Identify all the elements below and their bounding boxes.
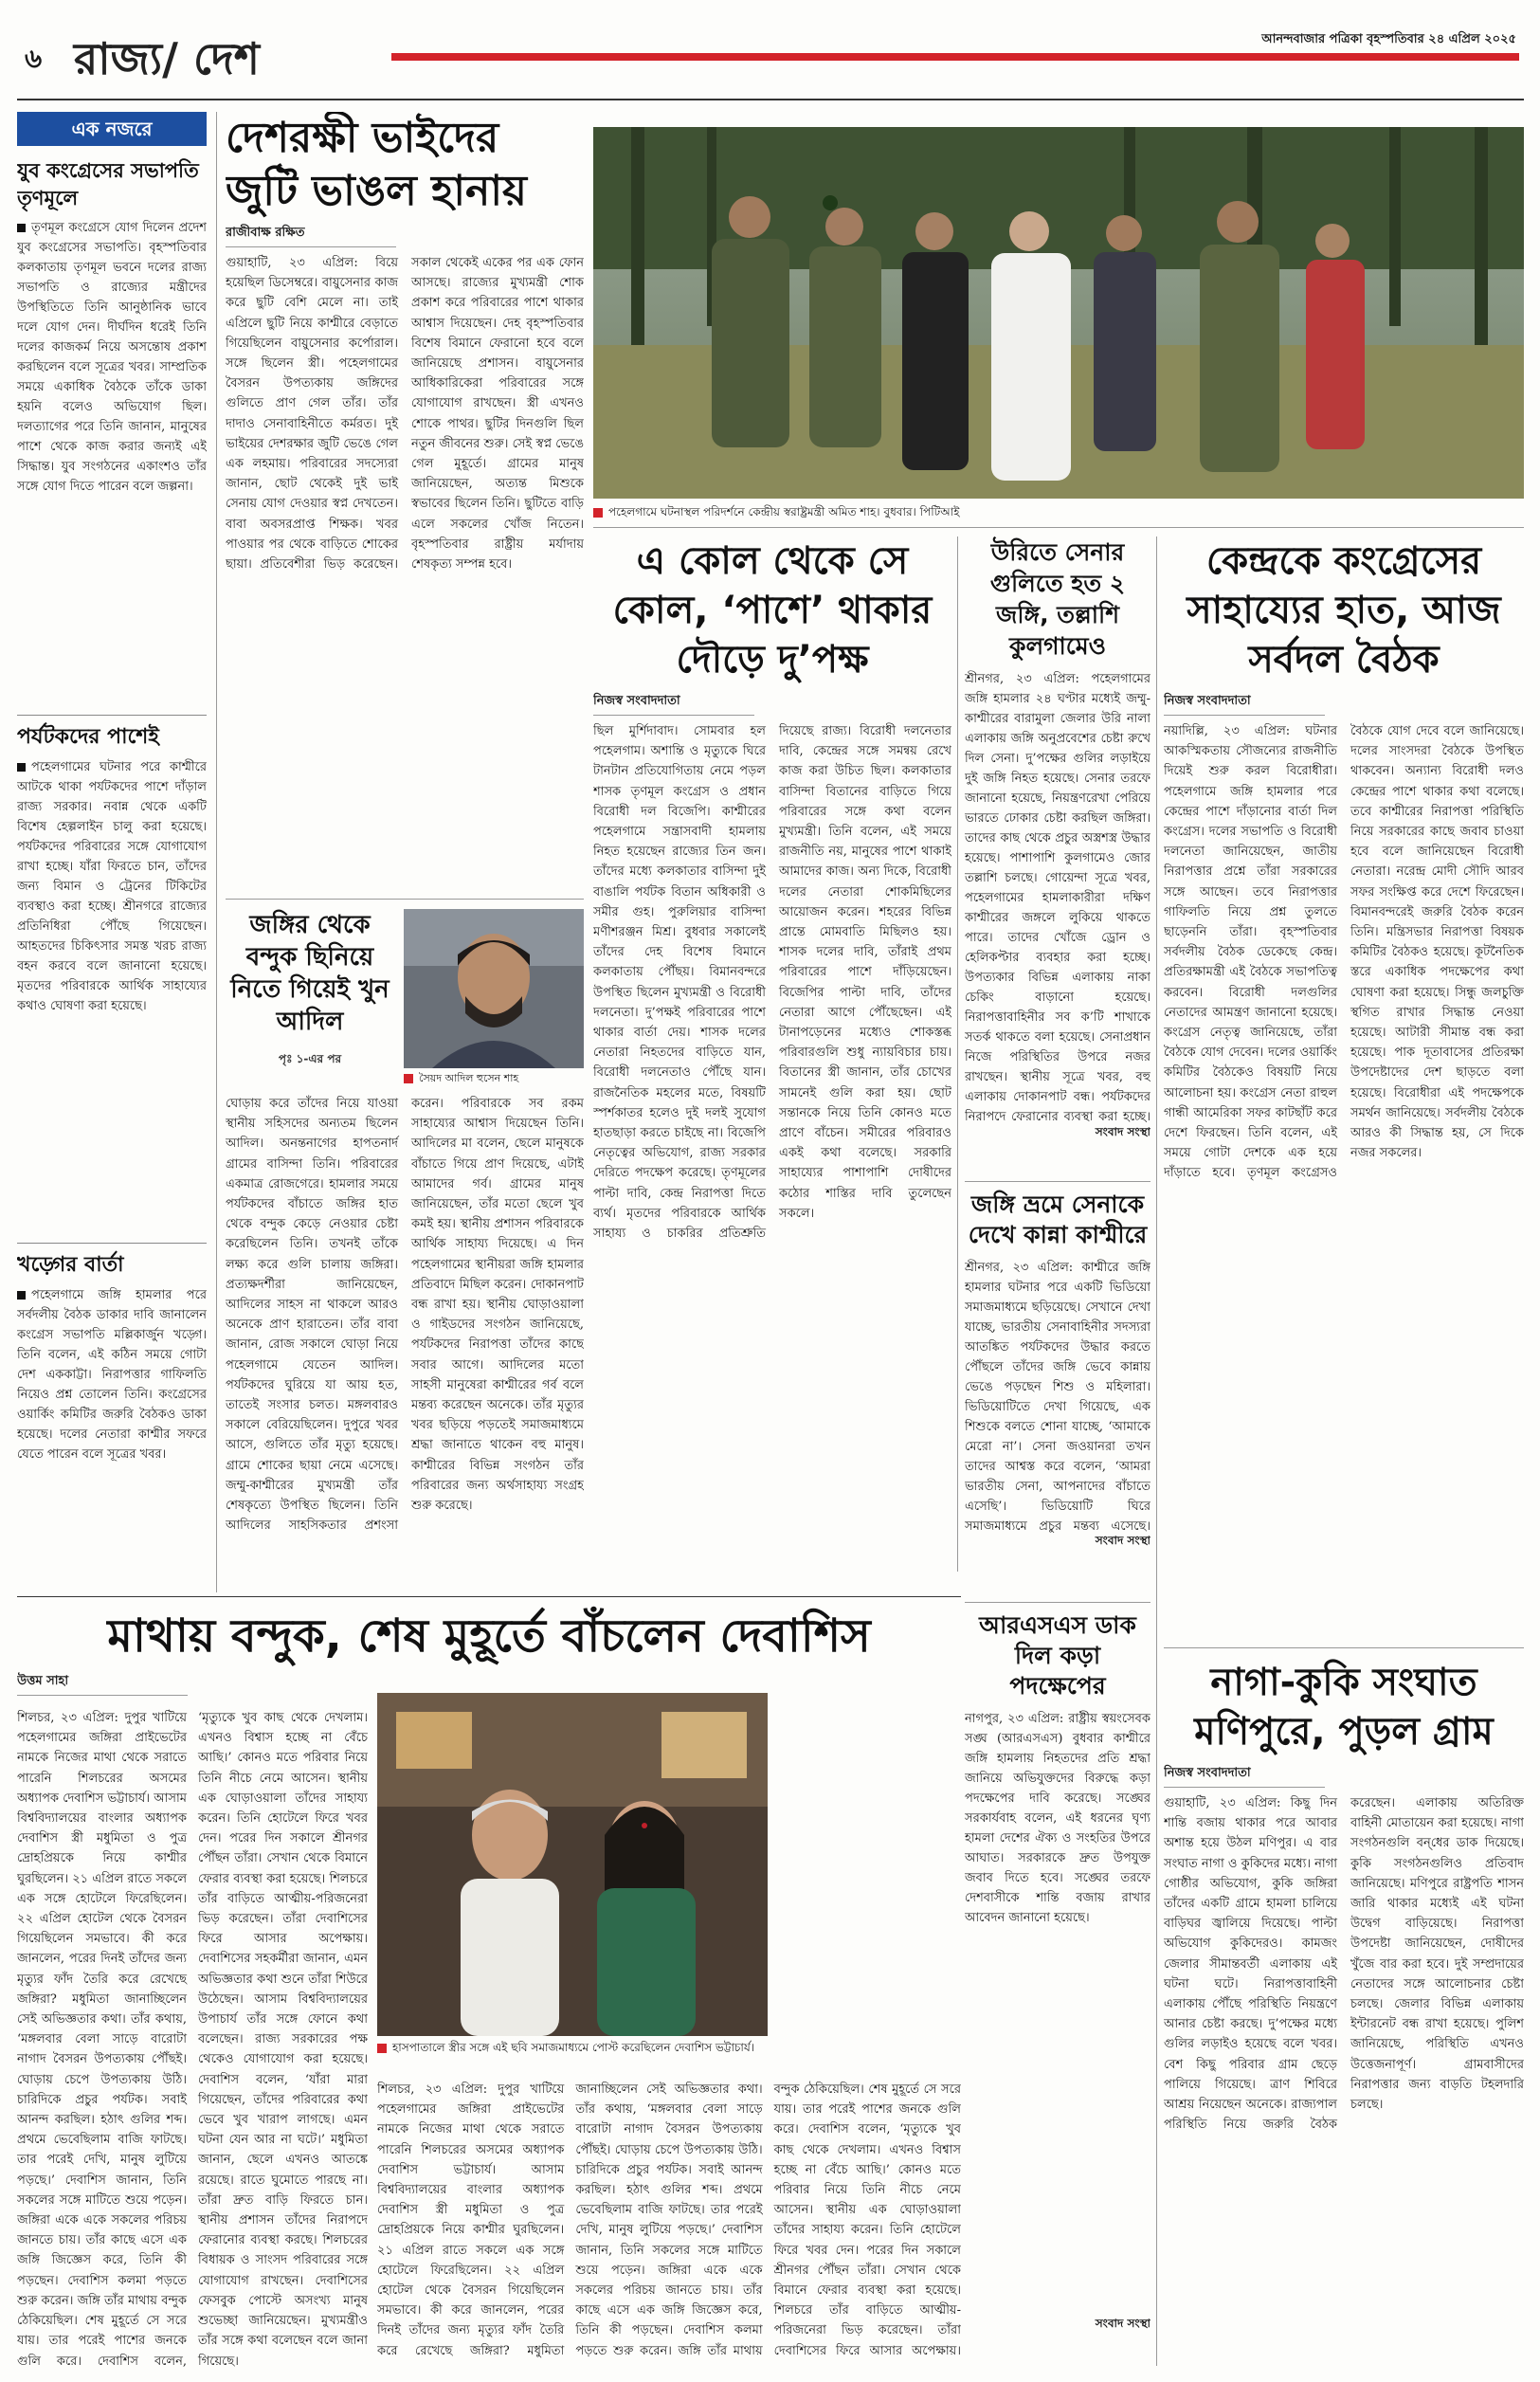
manipur-text: গুয়াহাটি, ২৩ এপ্রিল: কিছু দিন শান্তি বজায় থাকার পরে আবার অশান্ত হয়ে উঠল মণিপুর। এ বার সংঘাত নাগা ও কুকিদের মধ্যে। নাগা গোষ্ঠীর অভিযোগ, কুকি জঙ্গিরা তাঁদের একটি গ্রামে হামলা চালিয়ে বাড়িঘর জ্বালিয়ে দিয়েছে। পাল্টা অভিযোগ কুকিদেরও। কামজং জেলার সীমান্তবর্তী এলাকায় এই ঘটনা ঘটে। নিরাপত্তাবাহিনী এলাকায় পৌঁছে পরিস্থিতি নিয়ন্ত্রণে আনার চেষ্টা করছে। দু’পক্ষের মধ্যে গুলির লড়াইও হয়েছে বলে খবর। বেশ কিছু পরিবার গ্রাম ছেড়ে পালিয়ে গিয়েছে। ত্রাণ শিবিরে আশ্রয় নিয়েছেন অনেকে। রাজ্যপাল পরিস্থিতি নিয়ে জরুরি বৈঠক করেছেন। এলাকায় অতিরিক্ত বাহিনী মোতায়েন করা হয়েছে। নাগা সংগঠনগুলি বন্‌ধের ডাক দিয়েছে। কুকি সংগঠনগুলিও প্রতিবাদ জানিয়েছে। মণিপুরে রাষ্ট্রপতি শাসন জারি থাকার মধ্যেই এই ঘটনা উদ্বেগ বাড়িয়েছে। নিরাপত্তা উপদেষ্টা জানিয়েছেন, দোষীদের খুঁজে বার করা হবে। দুই সম্প্রদায়ের নেতাদের সঙ্গে আলোচনার চেষ্টা চলছে। জেলার বিভিন্ন এলাকায় ইন্টারনেট বন্ধ রাখা হয়েছে। পুলিশ জানিয়েছে, পরিস্থিতি এখনও উত্তেজনাপূর্ণ। গ্রামবাসীদের নিরাপত্তার জন্য বাড়তি টহলদারি চলছে। — [1164, 1796, 1524, 2133]
centre-text: নয়াদিল্লি, ২৩ এপ্রিল: ঘটনার আকস্মিকতায় সৌজন্যের রাজনীতি দিয়েই শুরু করল বিরোধীরা। পহেলগামে জঙ্গি হামলার পরে কেন্দ্রের পাশে দাঁড়ানোর বার্তা দিল কংগ্রেস। দলের সভাপতি ও বিরোধী দলনেতা জানিয়েছেন, জাতীয় নিরাপত্তার প্রশ্নে তাঁরা সরকারের সঙ্গে আছেন। তবে নিরাপত্তার গাফিলতি নিয়ে প্রশ্ন তুলতে ছাড়েননি তাঁরা। বৃহস্পতিবার সর্বদলীয় বৈঠক ডেকেছে কেন্দ্র। প্রতিরক্ষামন্ত্রী এই বৈঠকে সভাপতিত্ব করবেন। বিরোধী দলগুলির নেতাদের আমন্ত্রণ জানানো হয়েছে। কংগ্রেস নেতৃত্ব জানিয়েছে, তাঁরা বৈঠকে যোগ দেবেন। দলের ওয়ার্কিং কমিটির বৈঠকেও বিষয়টি নিয়ে আলোচনা হয়। কংগ্রেস নেতা রাহুল গান্ধী আমেরিকা সফর কাটছাঁট করে দেশে ফিরছেন। তিনি বলেন, এই সময়ে গোটা দেশকে এক হয়ে দাঁড়াতে হবে। তৃণমূল কংগ্রেসও বৈঠকে যোগ দেবে বলে জানিয়েছে। দলের সাংসদরা বৈঠকে উপস্থিত থাকবেন। অন্যান্য বিরোধী দলও কেন্দ্রের পাশে থাকার কথা বলেছে। তবে কাশ্মীরের নিরাপত্তা পরিস্থিতি নিয়ে সরকারের কাছে জবাব চাওয়া হবে বলে জানিয়েছেন বিরোধী নেতারা। নরেন্দ্র মোদী সৌদি আরব সফর সংক্ষিপ্ত করে দেশে ফিরেছেন। বিমানবন্দরেই জরুরি বৈঠক করেন তিনি। মন্ত্রিসভার নিরাপত্তা বিষয়ক কমিটির বৈঠকও হয়েছে। কূটনৈতিক স্তরে একাধিক পদক্ষেপের কথা ঘোষণা করা হয়েছে। সিন্ধু জলচুক্তি স্থগিত রাখার সিদ্ধান্ত নেওয়া হয়েছে। আটারী সীমান্ত বন্ধ করা হয়েছে। পাক দূতাবাসের প্রতিরক্ষা উপদেষ্টাদের দেশ ছাড়তে বলা হয়েছে। বিরোধীরা এই পদক্ষেপকে সমর্থন জানিয়েছে। সর্বদলীয় বৈঠকে আরও কী সিদ্ধান্ত হয়, সে দিকে নজর সকলের। — [1164, 724, 1524, 1181]
caption-square-icon — [593, 508, 603, 518]
masthead — [17, 27, 1524, 95]
debashis-byline: উত্তম সাহা — [17, 1672, 188, 1696]
story-adil — [226, 899, 584, 1572]
main-photo-image — [593, 127, 1524, 499]
sidebar-divider — [216, 112, 217, 1592]
centre-byline: নিজস্ব সংবাদদাতা — [1164, 692, 1325, 716]
story-manipur — [1164, 1647, 1524, 2368]
story-rss — [965, 1602, 1150, 2366]
main-photo — [593, 127, 1524, 521]
bullet-square-icon — [17, 763, 26, 772]
paper-name-date: আনন্দবাজার পত্রিকা বৃহস্পতিবার ২৪ এপ্রিল ২০২৫ — [1261, 32, 1516, 46]
manipur-headline: নাগা-কুকি সংঘাত মণিপুরে, পুড়ল গ্রাম — [1194, 1661, 1494, 1754]
sidebar-ek-najare — [17, 112, 207, 1592]
adil-text: ঘোড়ায় করে তাঁদের নিয়ে যাওয়া স্থানীয় সহিসদের অন্যতম ছিলেন আদিল। অনন্তনাগের হাপতনার্দ গ্রামের বাসিন্দা তিনি। পরিবারের একমাত্র রোজগেরে। হামলার সময়ে পর্যটকদের বাঁচাতে জঙ্গির হাত থেকে বন্দুক কেড়ে নেওয়ার চেষ্টা করেছিলেন তিনি। তখনই তাঁকে লক্ষ্য করে গুলি চালায় জঙ্গিরা। প্রত্যক্ষদর্শীরা জানিয়েছেন, আদিলের সাহস না থাকলে আরও অনেকে প্রাণ হারাতেন। তাঁর বাবা জানান, রোজ সকালে ঘোড়া নিয়ে পহেলগামে যেতেন আদিল। পর্যটকদের ঘুরিয়ে যা আয় হত, তাতেই সংসার চলত। মঙ্গলবারও সকালে বেরিয়েছিলেন। দুপুরে খবর আসে, গুলিতে তাঁর মৃত্যু হয়েছে। গ্রামে শোকের ছায়া নেমে এসেছে। জম্মু-কাশ্মীরের মুখ্যমন্ত্রী তাঁর শেষকৃত্যে উপস্থিত ছিলেন। তিনি আদিলের সাহসিকতার প্রশংসা করেন। পরিবারকে সব রকম সাহায্যের আশ্বাস দিয়েছেন তিনি। আদিলের মা বলেন, ছেলে মানুষকে বাঁচাতে গিয়ে প্রাণ দিয়েছে, এটাই আমাদের গর্ব। গ্রামের মানুষ জানিয়েছেন, তাঁর মতো ছেলে খুব কমই হয়। স্থানীয় প্রশাসন পরিবারকে আর্থিক সাহায্য দিয়েছে। এ দিন পহেলগামের স্থানীয়রা জঙ্গি হামলার প্রতিবাদে মিছিল করেন। দোকানপাট বন্ধ রাখা হয়। স্থানীয় ঘোড়াওয়ালা ও গাইডদের সংগঠন জানিয়েছে, পর্যটকদের নিরাপত্তা তাঁদের কাছে সবার আগে। আদিলের মতো সাহসী মানুষেরা কাশ্মীরের গর্ব বলে মন্তব্য করেছেন অনেকে। তাঁর মৃত্যুর খবর ছড়িয়ে পড়তেই সমাজমাধ্যমে শ্রদ্ধা জানাতে থাকেন বহু মানুষ। কাশ্মীরের বিভিন্ন সংগঠন তাঁর পরিবারের জন্য অর্থসাহায্য সংগ্রহ শুরু করেছে। — [226, 1097, 584, 1534]
story-kashmiri — [965, 1181, 1150, 1589]
divider-kulgam-centre — [1156, 536, 1157, 2366]
lead-text: গুয়াহাটি, ২৩ এপ্রিল: বিয়ে হয়েছিল ডিসেম্বরে। বায়ুসেনার কাজ করে ছুটি বেশি মেলে না। তাই এপ্রিলে ছুটি নিয়ে কাশ্মীরে বেড়াতে গিয়েছিলেন বায়ুসেনার কর্পোরাল। সঙ্গে ছিলেন স্ত্রী। পহেলগামের বৈসরন উপত্যকায় জঙ্গিদের গুলিতে প্রাণ গেল তাঁর। তাঁর দাদাও সেনাবাহিনীতে কর্মরত। দুই ভাইয়ের দেশরক্ষার জুটি ভেঙে গেল এক লহমায়। পরিবারের সদস্যেরা জানান, ছোট থেকেই দুই ভাই সেনায় যোগ দেওয়ার স্বপ্ন দেখতেন। বাবা অবসরপ্রাপ্ত শিক্ষক। খবর পাওয়ার পর থেকে বাড়িতে শোকের ছায়া। প্রতিবেশীরা ভিড় করেছেন। সকাল থেকেই একের পর এক ফোন আসছে। রাজ্যের মুখ্যমন্ত্রী শোক প্রকাশ করে পরিবারের পাশে থাকার আশ্বাস দিয়েছেন। দেহ বৃহস্পতিবার বিশেষ বিমানে ফেরানো হবে বলে জানিয়েছে প্রশাসন। বায়ুসেনার আধিকারিকেরা পরিবারের সঙ্গে যোগাযোগ রাখছেন। স্ত্রী এখনও শোকে পাথর। ছুটির দিনগুলি ছিল নতুন জীবনের শুরু। সেই স্বপ্ন ভেঙে গেল মুহূর্তে। গ্রামের মানুষ জানিয়েছেন, অত্যন্ত মিশুকে স্বভাবের ছিলেন তিনি। ছুটিতে বাড়ি এলে সকলের খোঁজ নিতেন। বৃহস্পতিবার রাষ্ট্রীয় মর্যাদায় শেষকৃত্য সম্পন্ন হবে। — [226, 256, 584, 573]
sidebar-item3-headline: খড়্গের বার্তা — [17, 1243, 207, 1280]
debashis-photo-caption: হাসপাতালে স্ত্রীর সঙ্গে এই ছবি সমাজমাধ্যমে পোস্ট করেছিলেন দেবাশিস ভট্টাচার্য। — [377, 2040, 768, 2059]
story-centre — [1164, 536, 1524, 1636]
debashis-text-right: শিলচর, ২৩ এপ্রিল: দুপুর খাটিয়ে পহেলগামের জঙ্গিরা প্রাইভেটের নামকে নিজের মাথা থেকে সরাতে পারেনি শিলচরের অসমের অধ্যাপক দেবাশিস ভট্টাচার্য। আসাম বিশ্ববিদ্যালয়ের বাংলার অধ্যাপক দেবাশিস স্ত্রী মধুমিতা ও পুত্র দ্রোহপ্রিয়কে নিয়ে কাশ্মীর ঘুরছিলেন। ২১ এপ্রিল রাতে সকলে এক সঙ্গে হোটেলে ফিরেছিলেন। ২২ এপ্রিল হোটেল থেকে বৈসরন গিয়েছিলেন সমভাবে। কী করে জানলেন, পরের দিনই তাঁদের জন্য মৃত্যুর ফাঁদ তৈরি করে রেখেছে জঙ্গিরা? মধুমিতা জানাচ্ছিলেন সেই অভিজ্ঞতার কথা। তাঁর কথায়, ‘মঙ্গলবার বেলা সাড়ে বারোটা নাগাদ বৈসরন উপত্যকায় পৌঁছই। ঘোড়ায় চেপে উপত্যকায় উঠি। চারিদিকে প্রচুর পর্যটক। সবাই আনন্দ করছিল। হঠাৎ গুলির শব্দ। প্রথমে ভেবেছিলাম বাজি ফাটছে। তার পরেই দেখি, মানুষ লুটিয়ে পড়ছে।’ দেবাশিস জানান, তিনি সকলের সঙ্গে মাটিতে শুয়ে পড়েন। জঙ্গিরা একে একে সকলের পরিচয় জানতে চায়। তাঁর কাছে এসে এক জঙ্গি জিজ্ঞেস করে, তিনি কী পড়ছেন। দেবাশিস কলমা পড়তে শুরু করেন। জঙ্গি তাঁর মাথায় বন্দুক ঠেকিয়েছিল। শেষ মুহূর্তে সে সরে যায়। তার পরেই পাশের জনকে গুলি করে। দেবাশিস বলেন, ‘মৃত্যুকে খুব কাছ থেকে দেখলাম। এখনও বিশ্বাস হচ্ছে না বেঁচে আছি।’ কোনও মতে পরিবার নিয়ে তিনি নীচে নেমে আসেন। স্থানীয় এক ঘোড়াওয়ালা তাঁদের সাহায্য করেন। তিনি হোটেলে ফিরে খবর দেন। পরের দিন সকালে শ্রীনগর পৌঁছন তাঁরা। সেখান থেকে বিমানে ফেরার ব্যবস্থা করা হয়েছে। শিলচরে তাঁর বাড়িতে আত্মীয়-পরিজনেরা ভিড় করেছেন। তাঁরা দেবাশিসের ফিরে আসার অপেক্ষায়। — [377, 2082, 961, 2358]
adil-portrait-image — [404, 909, 584, 1068]
kashmiri-text: শ্রীনগর, ২৩ এপ্রিল: কাশ্মীরে জঙ্গি হামলার ঘটনার পরে একটি ভিডিয়ো সমাজমাধ্যমে ছড়িয়েছে। সেখানে দেখা যাচ্ছে, ভারতীয় সেনাবাহিনীর সদস্যরা আতঙ্কিত পর্যটকদের উদ্ধার করতে পৌঁছলে তাঁদের জঙ্গি ভেবে কান্নায় ভেঙে পড়ছেন শিশু ও মহিলারা। ভিডিয়োটিতে দেখা গিয়েছে, এক শিশুকে বলতে শোনা যাচ্ছে, ‘আমাকে মেরো না’। সেনা জওয়ানরা তখন তাদের আশ্বস্ত করে বলেন, ‘আমরা ভারতীয় সেনা, আপনাদের বাঁচাতে এসেছি’। ভিডিয়োটি ঘিরে সমাজমাধ্যমে প্রচুর মন্তব্য এসেছে। — [965, 1261, 1150, 1533]
kulgam-headline: উরিতে সেনার গুলিতে হত ২ জঙ্গি, তল্লাশি কুলগামেও — [989, 538, 1126, 660]
lead-byline: রাজীবাক্ষ রক্ষিত — [226, 224, 396, 247]
kashmiri-source: সংবাদ সংস্থা — [1095, 1534, 1150, 1547]
debashis-couple-image — [377, 1693, 768, 2036]
sidebar-item1-headline: যুব কংগ্রেসের সভাপতি তৃণমূলে — [17, 159, 199, 209]
bullet-square-icon — [17, 224, 26, 232]
lead-headline: দেশরক্ষী ভাইদের জুটি ভাঙল হানায় — [226, 114, 527, 215]
divider-bottom-section — [17, 1596, 961, 1597]
story-kulgam — [965, 536, 1150, 1181]
main-photo-caption: পহেলগামে ঘটনাস্থল পরিদর্শনে কেন্দ্রীয় স্বরাষ্ট্রমন্ত্রী অমিত শাহ। বুধবার। পিটিআই — [593, 504, 1524, 521]
adil-photo — [404, 909, 584, 1085]
kulgam-text: শ্রীনগর, ২৩ এপ্রিল: পহেলগামের জঙ্গি হামলার ২৪ ঘণ্টার মধ্যেই জম্মু-কাশ্মীরের বারামুলা জেলার উরি নালা এলাকায় জঙ্গি অনুপ্রবেশের চেষ্টা রুখে দিল সেনা। দু’পক্ষের গুলির লড়াইয়ে দুই জঙ্গি নিহত হয়েছে। সেনার তরফে জানানো হয়েছে, নিয়ন্ত্রণরেখা পেরিয়ে ভারতে ঢোকার চেষ্টা করছিল জঙ্গিরা। তাদের কাছ থেকে প্রচুর অস্ত্রশস্ত্র উদ্ধার হয়েছে। পাশাপাশি কুলগামেও জোর তল্লাশি চলছে। গোয়েন্দা সূত্রে খবর, পহেলগামের হামলাকারীরা দক্ষিণ কাশ্মীরের জঙ্গলে লুকিয়ে থাকতে পারে। তাদের খোঁজে ড্রোন ও হেলিকপ্টার ব্যবহার করা হচ্ছে। উপত্যকার বিভিন্ন এলাকায় নাকা চেকিং বাড়ানো হয়েছে। নিরাপত্তাবাহিনীর সব ক’টি শাখাকে সতর্ক থাকতে বলা হয়েছে। সেনাপ্রধান নিজে পরিস্থিতির উপরে নজর রাখছেন। স্থানীয় সূত্রে খবর, বহু এলাকায় দোকানপাট বন্ধ। পর্যটকদের নিরাপদে ফেরানোর ব্যবস্থা করা হচ্ছে। — [965, 672, 1150, 1124]
divider-paksha-kulgam — [957, 536, 958, 1572]
debashis-headline: মাথায় বন্দুক, শেষ মুহূর্তে বাঁচলেন দেবাশিস — [107, 1609, 871, 1663]
caption-square-icon — [404, 1074, 413, 1083]
rss-headline: আরএসএস ডাক দিল কড়া পদক্ষেপের — [979, 1611, 1136, 1700]
adil-photo-caption: সৈয়দ আদিল হুসেন শাহ — [404, 1070, 584, 1088]
caption-square-icon — [377, 2044, 387, 2053]
kashmiri-headline: জঙ্গি ভ্রমে সেনাকে দেখে কান্না কাশ্মীরে — [968, 1191, 1148, 1248]
lead-story — [226, 112, 584, 889]
sidebar-item2-headline: পর্যটকদের পাশেই — [17, 715, 207, 752]
paksha-text: ছিল মুর্শিদাবাদ। সোমবার হল পহেলগাম। অশান্তি ও মৃত্যুকে ঘিরে টানটান প্রতিযোগিতায় নেমে পড়ল শাসক তৃণমূল কংগ্রেস ও প্রধান বিরোধী দল বিজেপি। কাশ্মীরের পহেলগামে সন্ত্রাসবাদী হামলায় নিহত হয়েছেন রাজ্যের তিন জন। তাঁদের মধ্যে কলকাতার বাসিন্দা দুই বাঙালি পর্যটক বিতান অধিকারী ও সমীর গুহ। পুরুলিয়ার বাসিন্দা মণীশরঞ্জন মিশ্র। বুধবার সকালেই তাঁদের দেহ বিশেষ বিমানে কলকাতায় পৌঁছয়। বিমানবন্দরে উপস্থিত ছিলেন মুখ্যমন্ত্রী ও বিরোধী দলনেতা। দু’পক্ষই পরিবারের পাশে থাকার বার্তা দেয়। শাসক দলের নেতারা নিহতদের বাড়িতে যান, বিরোধী দলনেতাও পৌঁছে যান। রাজনৈতিক মহলের মতে, বিষয়টি স্পর্শকাতর হলেও দুই দলই সুযোগ হাতছাড়া করতে চাইছে না। বিজেপি নেতৃত্বের অভিযোগ, রাজ্য সরকার দেরিতে পদক্ষেপ করেছে। তৃণমূলের পাল্টা দাবি, কেন্দ্র নিরাপত্তা দিতে ব্যর্থ। মৃতদের পরিবারকে আর্থিক সাহায্য ও চাকরির প্রতিশ্রুতি দিয়েছে রাজ্য। বিরোধী দলনেতার দাবি, কেন্দ্রের সঙ্গে সমন্বয় রেখে কাজ করা উচিত ছিল। কলকাতার বাসিন্দা বিতানের বাড়িতে গিয়ে পরিবারের সঙ্গে কথা বলেন মুখ্যমন্ত্রী। তিনি বলেন, এই সময়ে রাজনীতি নয়, মানুষের পাশে থাকাই আমাদের কাজ। অন্য দিকে, বিরোধী দলের নেতারা শোকমিছিলের আয়োজন করেন। শহরের বিভিন্ন প্রান্তে মোমবাতি মিছিলও হয়। শাসক দলের দাবি, তাঁরাই প্রথম পরিবারের পাশে দাঁড়িয়েছেন। বিজেপির পাল্টা দাবি, তাঁদের নেতারা আগে পৌঁছেছেন। এই টানাপড়েনের মধ্যেও শোকস্তব্ধ পরিবারগুলি শুধু ন্যায়বিচার চায়। বিতানের স্ত্রী জানান, তাঁর চোখের সামনেই গুলি করা হয়। ছোট সন্তানকে নিয়ে তিনি কোনও মতে প্রাণে বাঁচেন। সমীরের পরিবারও একই কথা বলেছে। সরকারি সাহায্যের পাশাপাশি দোষীদের কঠোর শাস্তির দাবি তুলেছেন সকলে। — [593, 724, 951, 1242]
sidebar-item2-text: পহেলগামের ঘটনার পরে কাশ্মীরে আটকে থাকা পর্যটকদের পাশে দাঁড়াল রাজ্য সরকার। নবান্ন থেকে একটি বিশেষ হেল্পলাইন চালু করা হয়েছে। পর্যটকদের পরিবারের সঙ্গে যোগাযোগ রাখা হচ্ছে। যাঁরা ফিরতে চান, তাঁদের জন্য বিমান ও ট্রেনের টিকিটের ব্যবস্থাও করা হচ্ছে। শ্রীনগরে রাজ্যের প্রতিনিধিরা পৌঁছে গিয়েছেন। আহতদের চিকিৎসার সমস্ত খরচ রাজ্য বহন করবে বলে জানানো হয়েছে। মৃতদের পরিবারকে আর্থিক সাহায্যের কথাও ঘোষণা করা হয়েছে। — [17, 760, 207, 1013]
paksha-headline: এ কোল থেকে সে কোল, ‘পাশে’ থাকার দৌড়ে দু’পক্ষ — [612, 539, 933, 682]
page-number: ৬ — [25, 43, 43, 74]
rss-source: সংবাদ সংস্থা — [1095, 2317, 1150, 2330]
debashis-photo — [377, 1693, 768, 2072]
kulgam-source: সংবাদ সংস্থা — [1095, 1125, 1150, 1138]
bullet-square-icon — [17, 1291, 26, 1300]
paksha-byline: নিজস্ব সংবাদদাতা — [593, 692, 754, 716]
debashis-text-left: শিলচর, ২৩ এপ্রিল: দুপুর খাটিয়ে পহেলগামের জঙ্গিরা প্রাইভেটের নামকে নিজের মাথা থেকে সরাতে পারেনি শিলচরের অসমের অধ্যাপক দেবাশিস ভট্টাচার্য। আসাম বিশ্ববিদ্যালয়ের বাংলার অধ্যাপক দেবাশিস স্ত্রী মধুমিতা ও পুত্র দ্রোহপ্রিয়কে নিয়ে কাশ্মীর ঘুরছিলেন। ২১ এপ্রিল রাতে সকলে এক সঙ্গে হোটেলে ফিরেছিলেন। ২২ এপ্রিল হোটেল থেকে বৈসরন গিয়েছিলেন সমভাবে। কী করে জানলেন, পরের দিনই তাঁদের জন্য মৃত্যুর ফাঁদ তৈরি করে রেখেছে জঙ্গিরা? মধুমিতা জানাচ্ছিলেন সেই অভিজ্ঞতার কথা। তাঁর কথায়, ‘মঙ্গলবার বেলা সাড়ে বারোটা নাগাদ বৈসরন উপত্যকায় পৌঁছই। ঘোড়ায় চেপে উপত্যকায় উঠি। চারিদিকে প্রচুর পর্যটক। সবাই আনন্দ করছিল। হঠাৎ গুলির শব্দ। প্রথমে ভেবেছিলাম বাজি ফাটছে। তার পরেই দেখি, মানুষ লুটিয়ে পড়ছে।’ দেবাশিস জানান, তিনি সকলের সঙ্গে মাটিতে শুয়ে পড়েন। জঙ্গিরা একে একে সকলের পরিচয় জানতে চায়। তাঁর কাছে এসে এক জঙ্গি জিজ্ঞেস করে, তিনি কী পড়ছেন। দেবাশিস কলমা পড়তে শুরু করেন। জঙ্গি তাঁর মাথায় বন্দুক ঠেকিয়েছিল। শেষ মুহূর্তে সে সরে যায়। তার পরেই পাশের জনকে গুলি করে। দেবাশিস বলেন, ‘মৃত্যুকে খুব কাছ থেকে দেখলাম। এখনও বিশ্বাস হচ্ছে না বেঁচে আছি।’ কোনও মতে পরিবার নিয়ে তিনি নীচে নেমে আসেন। স্থানীয় এক ঘোড়াওয়ালা তাঁদের সাহায্য করেন। তিনি হোটেলে ফিরে খবর দেন। পরের দিন সকালে শ্রীনগর পৌঁছন তাঁরা। সেখান থেকে বিমানে ফেরার ব্যবস্থা করা হয়েছে। শিলচরে তাঁর বাড়িতে আত্মীয়-পরিজনেরা ভিড় করেছেন। তাঁরা দেবাশিসের ফিরে আসার অপেক্ষায়। দেবাশিসের সহকর্মীরা জানান, এমন অভিজ্ঞতার কথা শুনে তাঁরা শিউরে উঠেছেন। আসাম বিশ্ববিদ্যালয়ের উপাচার্য তাঁর সঙ্গে ফোনে কথা বলেছেন। রাজ্য সরকারের পক্ষ থেকেও যোগাযোগ করা হয়েছে। দেবাশিস বলেন, ‘যাঁরা মারা গিয়েছেন, তাঁদের পরিবারের কথা ভেবে খুব খারাপ লাগছে। এমন ঘটনা যেন আর না ঘটে।’ মধুমিতা জানান, ছেলে এখনও আতঙ্কে রয়েছে। রাতে ঘুমোতে পারছে না। তাঁরা দ্রুত বাড়ি ফিরতে চান। স্থানীয় প্রশাসন তাঁদের নিরাপদে ফেরানোর ব্যবস্থা করছে। শিলচরের বিধায়ক ও সাংসদ পরিবারের সঙ্গে যোগাযোগ রাখছেন। দেবাশিসের ফেসবুক পোস্টে অসংখ্য মানুষ শুভেচ্ছা জানিয়েছেন। মুখ্যমন্ত্রীও তাঁর সঙ্গে কথা বলেছেন বলে জানা গিয়েছে। — [17, 1711, 368, 2369]
adil-headline: জঙ্গির থেকে বন্দুক ছিনিয়ে নিতে গিয়েই খুন আদিল — [230, 911, 390, 1036]
story-debashis — [17, 1606, 961, 2373]
masthead-red-rule — [391, 53, 1519, 61]
adil-page-ref: পৃঃ ১-এর পর — [278, 1052, 342, 1065]
sidebar-banner: এক নজরে — [17, 112, 207, 146]
story-paksha — [593, 536, 951, 1572]
rss-text: নাগপুর, ২৩ এপ্রিল: রাষ্ট্রীয় স্বয়ংসেবক সঙ্ঘ (আরএসএস) বুধবার কাশ্মীরে জঙ্গি হামলায় নিহতদের প্রতি শ্রদ্ধা জানিয়ে অভিযুক্তদের বিরুদ্ধে কড়া পদক্ষেপের দাবি করেছে। সঙ্ঘের সরকার্যবাহ বলেন, এই ধরনের ঘৃণ্য হামলা দেশের ঐক্য ও সংহতির উপরে আঘাত। সরকারকে দ্রুত উপযুক্ত জবাব দিতে হবে। সঙ্ঘের তরফে দেশবাসীকে শান্তি বজায় রাখার আবেদন জানানো হয়েছে। — [965, 1712, 1150, 1925]
sidebar-item3-text: পহেলগামে জঙ্গি হামলার পরে সর্বদলীয় বৈঠক ডাকার দাবি জানালেন কংগ্রেস সভাপতি মল্লিকার্জুন খড়্গে। তিনি বলেন, এই কঠিন সময়ে গোটা দেশ এককাট্টা। নিরাপত্তার গাফিলতি নিয়েও প্রশ্ন তোলেন তিনি। কংগ্রেসের ওয়ার্কিং কমিটির জরুরি বৈঠকও ডাকা হয়েছে। দলের নেতারা কাশ্মীর সফরে যেতে পারেন বলে সূত্রের খবর। — [17, 1288, 207, 1462]
section-title: রাজ্য/ দেশ — [74, 33, 260, 84]
manipur-byline: নিজস্ব সংবাদদাতা — [1164, 1764, 1325, 1788]
divider-under-photo — [593, 527, 1524, 528]
centre-headline: কেন্দ্রকে কংগ্রেসের সাহায্যের হাত, আজ সর্বদল বৈঠক — [1187, 539, 1501, 682]
masthead-bottom-rule — [17, 99, 1524, 100]
sidebar-item1-text: তৃণমূল কংগ্রেসে যোগ দিলেন প্রদেশ যুব কংগ্রেসের সভাপতি। বৃহস্পতিবার কলকাতায় তৃণমূল ভবনে দলের রাজ্য সভাপতি ও রাজ্যের মন্ত্রীদের উপস্থিতিতে তিনি আনুষ্ঠানিক ভাবে দলে যোগ দেন। দীর্ঘদিন ধরেই তিনি দলের কাজকর্ম নিয়ে অসন্তোষ প্রকাশ করছিলেন বলে সূত্রের খবর। সাম্প্রতিক সময়ে একাধিক বৈঠকে তাঁকে ডাকা হয়নি বলেও অভিযোগ ছিল। দলত্যাগের পরে তিনি জানান, মানুষের পাশে থেকে কাজ করার জন্যই এই সিদ্ধান্ত। যুব সংগঠনের একাংশও তাঁর সঙ্গে যোগ দিতে পারেন বলে জল্পনা। — [17, 221, 207, 494]
